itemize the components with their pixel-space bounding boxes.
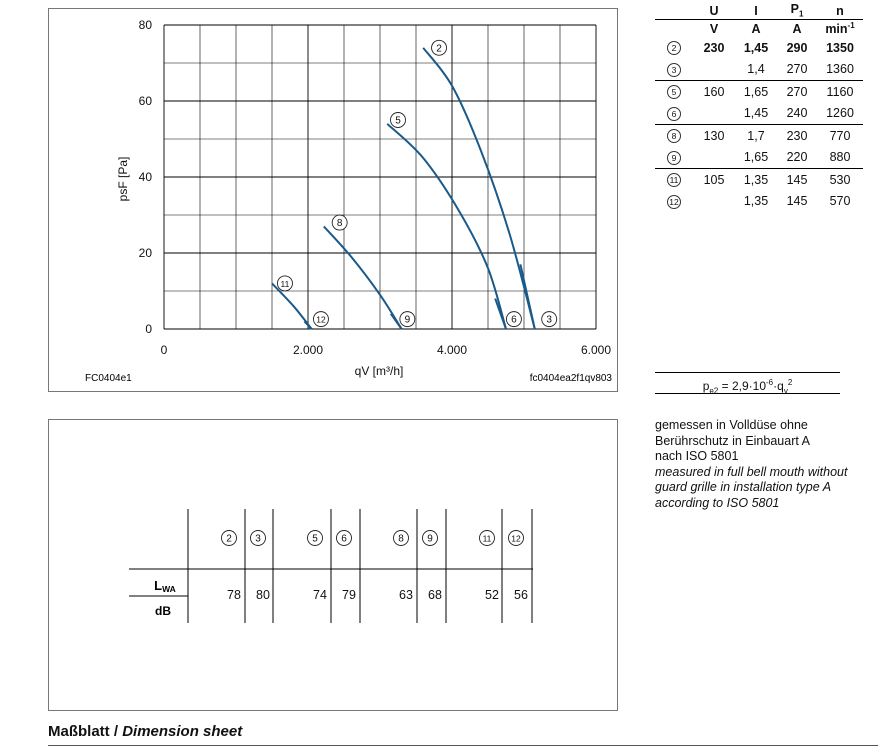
noise-value: 63 — [399, 588, 413, 602]
curve-label-text: 11 — [280, 278, 290, 289]
y-tick-label: 20 — [138, 246, 152, 260]
row-n: 880 — [829, 150, 851, 165]
noise-id-3 — [251, 531, 266, 546]
noise-unit: dB — [155, 604, 171, 618]
row-id — [655, 125, 693, 147]
curve-label-text: 12 — [316, 314, 326, 325]
row-u: 160 — [693, 81, 735, 103]
row-n: 1350 — [826, 40, 854, 55]
header-n: n — [836, 3, 844, 18]
row-id — [655, 169, 693, 191]
note-en-1: measured in full bell mouth without — [655, 464, 848, 479]
row-p: 270 — [786, 62, 808, 77]
chart-code-left: FC0404e1 — [85, 373, 132, 384]
noise-value: 68 — [428, 588, 442, 602]
row-id — [655, 81, 693, 103]
header-i: I — [754, 3, 758, 18]
table-row — [655, 147, 863, 169]
table-row — [655, 81, 863, 103]
noise-value: 74 — [313, 588, 327, 602]
row-p: 230 — [777, 125, 817, 147]
table-row — [655, 59, 863, 81]
formula-exp: -6 — [766, 378, 774, 387]
noise-id-2 — [222, 531, 237, 546]
curve-label-text: 6 — [511, 314, 517, 326]
row-p: 145 — [786, 194, 808, 209]
row-i: 1,65 — [735, 81, 777, 103]
row-n: 1260 — [826, 106, 854, 121]
row-id — [655, 37, 693, 59]
formula-p-sub: e2 — [709, 386, 719, 396]
noise-id-11 — [480, 531, 495, 546]
row-u: 230 — [703, 40, 725, 55]
curve-label-9 — [400, 312, 415, 327]
formula-q-sub: v — [783, 386, 788, 396]
table-header-row — [655, 2, 863, 20]
curve-label-3 — [542, 312, 557, 327]
x-tick-labels — [161, 343, 612, 357]
noise-id-text: 11 — [482, 533, 492, 544]
curve-labels — [277, 40, 556, 326]
noise-id-text: 8 — [398, 533, 404, 545]
row-u — [693, 191, 735, 213]
x-tick-label: 0 — [160, 343, 168, 357]
y-tick-label: 0 — [145, 322, 152, 336]
row-id-circle: 6 — [667, 107, 681, 121]
y-tick-label: 60 — [138, 94, 152, 108]
row-id-circle: 2 — [667, 41, 681, 55]
curve-label-6 — [506, 312, 521, 327]
chart-series — [272, 48, 535, 329]
row-u: 105 — [693, 169, 735, 191]
row-i: 1,45 — [743, 40, 769, 55]
curve-label-text: 3 — [546, 314, 552, 326]
unit-i: A — [735, 20, 777, 38]
x-tick-label: 4.000 — [436, 343, 468, 357]
bottom-rule — [48, 745, 878, 746]
dimension-title-en: Dimension sheet — [122, 723, 243, 740]
table-row — [655, 37, 863, 59]
row-id — [655, 191, 693, 213]
series-line-2 — [423, 48, 535, 329]
y-tick-label: 80 — [138, 18, 152, 32]
table-row — [655, 191, 863, 213]
chart-code-right: fc0404ea2f1qv803 — [529, 373, 612, 384]
row-id-circle: 12 — [667, 195, 681, 209]
x-axis-label: qV [m³/h] — [354, 364, 404, 378]
curve-label-8 — [332, 215, 347, 230]
note-de-2: Berührschutz in Einbauart A — [655, 433, 810, 448]
x-tick-label: 6.000 — [580, 343, 612, 357]
curve-label-11 — [277, 276, 292, 291]
series-line-8 — [324, 226, 402, 329]
table-units-row — [655, 20, 863, 38]
row-id — [655, 147, 693, 169]
noise-frame — [48, 419, 618, 711]
noise-value: 56 — [514, 588, 528, 602]
row-i: 1,7 — [735, 125, 777, 147]
noise-label: LWA — [154, 578, 176, 594]
dimension-sheet-title — [48, 723, 242, 740]
curve-label-12 — [313, 312, 328, 327]
row-u: 130 — [693, 125, 735, 147]
row-p: 145 — [777, 169, 817, 191]
x-tick-label: 2.000 — [292, 343, 324, 357]
noise-value: 78 — [227, 588, 241, 602]
row-p: 290 — [786, 40, 808, 55]
note-de-3: nach ISO 5801 — [655, 449, 739, 463]
table-row — [655, 103, 863, 125]
noise-id-9 — [423, 531, 438, 546]
curve-label-2 — [432, 40, 447, 55]
series-line-3 — [520, 264, 534, 329]
noise-id-5 — [308, 531, 323, 546]
header-p1: $P_1$ — [790, 2, 804, 19]
chart-frame — [48, 8, 618, 392]
note-en-3: according to ISO 5801 — [655, 495, 780, 510]
row-n: 570 — [829, 194, 851, 209]
noise-id-text: 5 — [312, 533, 318, 545]
y-tick-label: 40 — [138, 170, 152, 184]
curve-label-5 — [391, 113, 406, 128]
noise-id-8 — [394, 531, 409, 546]
table-row — [655, 169, 863, 191]
row-n: 530 — [817, 169, 863, 191]
dimension-title-de: Maßblatt — [48, 723, 110, 740]
row-u — [693, 59, 735, 81]
row-i: 1,35 — [735, 169, 777, 191]
formula-q-exp: 2 — [787, 378, 793, 387]
noise-id-text: 3 — [255, 533, 261, 545]
table-body — [655, 37, 863, 212]
noise-id-text: 9 — [427, 533, 433, 545]
noise-value: 52 — [485, 588, 499, 602]
y-tick-labels — [139, 18, 153, 336]
curve-label-text: 8 — [336, 218, 343, 230]
noise-id-text: 12 — [511, 533, 521, 544]
chart-grid — [164, 25, 596, 329]
unit-u: V — [693, 20, 735, 38]
row-n: 770 — [817, 125, 863, 147]
noise-id-6 — [337, 531, 352, 546]
row-id-circle: 11 — [667, 173, 681, 187]
fan-curve-chart — [49, 9, 619, 393]
row-n: 1160 — [817, 81, 863, 103]
noise-value: 80 — [256, 588, 270, 602]
row-n: 1360 — [826, 62, 854, 77]
unit-n: $\min^{-1}$ — [817, 20, 863, 38]
measurement-notes — [655, 418, 875, 511]
row-i: 1,65 — [743, 150, 769, 165]
noise-id-12 — [509, 531, 524, 546]
row-i: 1,45 — [743, 106, 769, 121]
series-line-6 — [495, 299, 506, 329]
row-id-circle: 8 — [667, 129, 681, 143]
noise-table — [49, 420, 619, 712]
y-axis-label: psF [Pa] — [116, 156, 130, 202]
operating-point-table — [655, 2, 863, 212]
note-de-1: gemessen in Volldüse ohne — [655, 418, 808, 432]
curve-label-text: 5 — [395, 115, 401, 127]
noise-id-text: 2 — [226, 533, 232, 545]
row-id-circle: 5 — [667, 85, 681, 99]
row-i: 1,35 — [743, 194, 769, 209]
formula: $p_{e2} = 2,9\cdot 10^{-6}\cdot q_v^2$ — [655, 372, 840, 394]
row-i: 1,4 — [747, 62, 765, 77]
unit-n-sup: -1 — [847, 20, 855, 30]
note-en-2: guard grille in installation type A — [655, 480, 832, 494]
header-p1-sub: 1 — [798, 9, 804, 19]
noise-label-sub: WA — [162, 584, 176, 594]
row-id-circle: 3 — [667, 63, 681, 77]
row-id-circle: 9 — [667, 151, 681, 165]
row-p: 240 — [786, 106, 808, 121]
noise-value: 79 — [342, 588, 356, 602]
row-id — [655, 103, 693, 125]
row-id — [655, 59, 693, 81]
header-u: U — [709, 3, 719, 18]
row-p: 220 — [786, 150, 808, 165]
row-u — [693, 103, 735, 125]
dimension-title-sep: / — [109, 723, 123, 740]
table-row — [655, 125, 863, 147]
curve-label-text: 2 — [436, 43, 442, 55]
noise-id-text: 6 — [341, 533, 347, 545]
row-p: 270 — [777, 81, 817, 103]
unit-p: A — [777, 20, 817, 38]
curve-label-text: 9 — [404, 314, 411, 326]
row-u — [693, 147, 735, 169]
